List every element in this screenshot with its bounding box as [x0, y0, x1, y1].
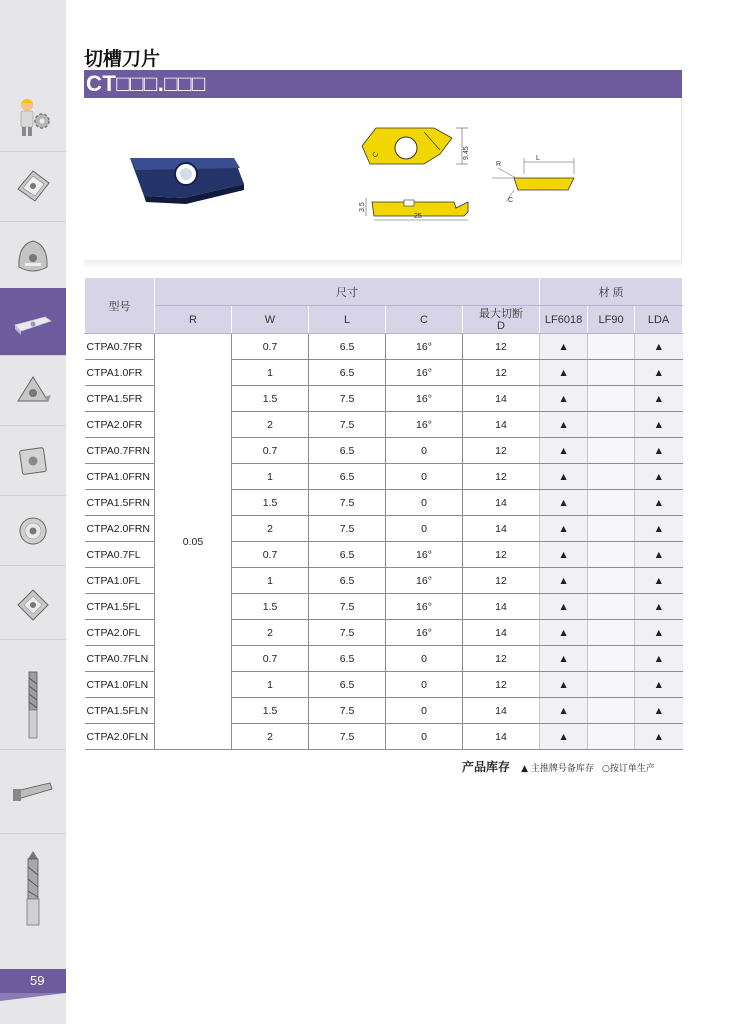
- cell-max-d: 12: [463, 646, 540, 672]
- model-code: CT□□□.□□□: [86, 71, 206, 96]
- cell-model: CTPA1.5FL: [85, 594, 155, 620]
- cell-lf90: [588, 334, 635, 360]
- cell-w: 1.5: [232, 490, 309, 516]
- cell-lf90: [588, 646, 635, 672]
- cell-l: 7.5: [309, 698, 386, 724]
- cell-lf90: [588, 672, 635, 698]
- sidebar-item-grooving[interactable]: [0, 288, 66, 356]
- cell-c: 16°: [386, 386, 463, 412]
- cell-lda: ▲: [635, 490, 683, 516]
- cell-lf90: [588, 542, 635, 568]
- cell-lda: ▲: [635, 412, 683, 438]
- cell-c: 0: [386, 724, 463, 750]
- cell-max-d: 12: [463, 334, 540, 360]
- cell-lda: ▲: [635, 542, 683, 568]
- cell-lf90: [588, 724, 635, 750]
- cell-c: 0: [386, 438, 463, 464]
- cell-lf6018: ▲: [540, 438, 588, 464]
- cell-w: 1.5: [232, 386, 309, 412]
- cell-max-d: 14: [463, 724, 540, 750]
- sidebar-item-trigon[interactable]: [0, 222, 66, 292]
- dim-c-detail: C: [508, 197, 514, 204]
- insert-top-view: [362, 128, 470, 164]
- cell-lf6018: ▲: [540, 568, 588, 594]
- cell-lf6018: ▲: [540, 672, 588, 698]
- cell-lda: ▲: [635, 724, 683, 750]
- cell-lf6018: ▲: [540, 334, 588, 360]
- cell-lda: ▲: [635, 386, 683, 412]
- sidebar-item-threading[interactable]: [0, 356, 66, 426]
- thread-insert-icon: [13, 371, 53, 411]
- cell-lf6018: ▲: [540, 490, 588, 516]
- cell-c: 0: [386, 490, 463, 516]
- page-title: 切槽刀片: [84, 48, 161, 70]
- cell-max-d: 12: [463, 672, 540, 698]
- table-body: [85, 334, 683, 750]
- cell-c: 16°: [386, 620, 463, 646]
- dim-25: 25: [414, 213, 422, 220]
- cell-c: 16°: [386, 360, 463, 386]
- cell-model: CTPA0.7FR: [85, 334, 155, 360]
- cell-c: 16°: [386, 594, 463, 620]
- cell-model: CTPA1.0FRN: [85, 464, 155, 490]
- sidebar-item-square-hole[interactable]: [0, 426, 66, 496]
- col-lda: LDA: [635, 306, 683, 334]
- cell-lda: ▲: [635, 568, 683, 594]
- cell-lf90: [588, 360, 635, 386]
- cell-max-d: 14: [463, 594, 540, 620]
- cell-model: CTPA1.5FRN: [85, 490, 155, 516]
- cell-c: 16°: [386, 568, 463, 594]
- cell-model: CTPA1.5FR: [85, 386, 155, 412]
- cell-lf90: [588, 386, 635, 412]
- cell-lf6018: ▲: [540, 464, 588, 490]
- cell-l: 7.5: [309, 386, 386, 412]
- cell-max-d: 12: [463, 568, 540, 594]
- cell-w: 0.7: [232, 646, 309, 672]
- dim-945: 9.45: [463, 146, 470, 160]
- col-r: R: [155, 306, 232, 334]
- cell-lf90: [588, 412, 635, 438]
- image-area-shadow: [84, 260, 682, 268]
- table-header-row: [85, 278, 683, 306]
- cell-lf90: [588, 594, 635, 620]
- cell-lf6018: ▲: [540, 646, 588, 672]
- sidebar-item-turning[interactable]: [0, 152, 66, 222]
- boring-bar-icon: [10, 779, 56, 805]
- col-lf6018: LF6018: [540, 306, 588, 334]
- cell-max-d: 14: [463, 490, 540, 516]
- cell-lf6018: ▲: [540, 698, 588, 724]
- sidebar-item-milling[interactable]: [0, 570, 66, 640]
- cell-model: CTPA2.0FR: [85, 412, 155, 438]
- cell-w: 1: [232, 672, 309, 698]
- cell-lf6018: ▲: [540, 594, 588, 620]
- cell-w: 2: [232, 724, 309, 750]
- cell-max-d: 14: [463, 412, 540, 438]
- cell-max-d: 12: [463, 438, 540, 464]
- cell-l: 7.5: [309, 620, 386, 646]
- col-l: L: [309, 306, 386, 334]
- cell-max-d: 14: [463, 516, 540, 542]
- cell-model: CTPA1.0FL: [85, 568, 155, 594]
- cell-l: 7.5: [309, 516, 386, 542]
- sidebar-item-round[interactable]: [0, 496, 66, 566]
- insert-side-view: [359, 198, 468, 220]
- cell-l: 6.5: [309, 360, 386, 386]
- cell-l: 7.5: [309, 724, 386, 750]
- cell-max-d: 12: [463, 464, 540, 490]
- cell-l: 6.5: [309, 646, 386, 672]
- cell-lda: ▲: [635, 464, 683, 490]
- cell-model: CTPA2.0FRN: [85, 516, 155, 542]
- table-row: [85, 334, 683, 360]
- cell-l: 6.5: [309, 672, 386, 698]
- cell-c: 0: [386, 464, 463, 490]
- cell-w: 0.7: [232, 334, 309, 360]
- cell-lf6018: ▲: [540, 412, 588, 438]
- cell-model: CTPA1.0FR: [85, 360, 155, 386]
- cell-max-d: 12: [463, 360, 540, 386]
- cell-lf90: [588, 516, 635, 542]
- square-insert-icon: [13, 167, 53, 207]
- cell-l: 6.5: [309, 334, 386, 360]
- cell-model: CTPA2.0FL: [85, 620, 155, 646]
- cell-c: 0: [386, 698, 463, 724]
- model-code-bar: [84, 70, 682, 98]
- dim-c-label: C: [371, 151, 381, 159]
- col-lf90: LF90: [588, 306, 635, 334]
- sidebar-item-boring[interactable]: [0, 750, 66, 834]
- cell-w: 2: [232, 516, 309, 542]
- cell-lf90: [588, 490, 635, 516]
- page-number: 59: [0, 969, 66, 993]
- cell-max-d: 14: [463, 620, 540, 646]
- sidebar-item-general[interactable]: [0, 82, 66, 152]
- col-size-group: 尺寸: [155, 278, 540, 306]
- worker-gear-icon: [13, 95, 53, 139]
- cell-lda: ▲: [635, 516, 683, 542]
- square-hole-insert-icon: [13, 441, 53, 481]
- col-model: 型号: [85, 278, 155, 334]
- cell-lda: ▲: [635, 620, 683, 646]
- trigon-insert-icon: [13, 237, 53, 277]
- cell-lf90: [588, 438, 635, 464]
- stock-legend: [462, 756, 658, 775]
- cell-max-d: 14: [463, 698, 540, 724]
- col-max-d: 最大切断D: [463, 306, 540, 334]
- cell-model: CTPA0.7FLN: [85, 646, 155, 672]
- col-w: W: [232, 306, 309, 334]
- cell-lda: ▲: [635, 672, 683, 698]
- insert-detail-view: [492, 155, 574, 204]
- cell-w: 2: [232, 620, 309, 646]
- cell-max-d: 12: [463, 542, 540, 568]
- cell-lf90: [588, 698, 635, 724]
- cell-l: 7.5: [309, 594, 386, 620]
- cell-l: 6.5: [309, 542, 386, 568]
- cell-lf90: [588, 568, 635, 594]
- cell-c: 16°: [386, 542, 463, 568]
- cell-lf90: [588, 464, 635, 490]
- cell-lf90: [588, 620, 635, 646]
- drill-icon: [22, 849, 44, 929]
- cell-w: 1: [232, 568, 309, 594]
- cell-c: 0: [386, 646, 463, 672]
- dim-r: R: [496, 161, 502, 168]
- cell-w: 0.7: [232, 438, 309, 464]
- insert-photo: [130, 158, 244, 204]
- cell-w: 1: [232, 360, 309, 386]
- cell-w: 2: [232, 412, 309, 438]
- cell-lf6018: ▲: [540, 724, 588, 750]
- cell-c: 0: [386, 516, 463, 542]
- col-material-group: 材 质: [540, 278, 683, 306]
- cell-w: 1.5: [232, 698, 309, 724]
- groove-insert-icon: [11, 307, 55, 337]
- cell-lda: ▲: [635, 360, 683, 386]
- cell-c: 16°: [386, 334, 463, 360]
- legend-order: ○按订单生产: [602, 764, 655, 774]
- cell-model: CTPA0.7FL: [85, 542, 155, 568]
- cell-lf6018: ▲: [540, 620, 588, 646]
- cell-l: 6.5: [309, 568, 386, 594]
- cell-c: 0: [386, 672, 463, 698]
- table-subheader-row: [85, 306, 683, 334]
- cell-w: 0.7: [232, 542, 309, 568]
- cell-lda: ▲: [635, 594, 683, 620]
- milling-insert-icon: [13, 585, 53, 625]
- legend-label: 产品库存: [462, 760, 511, 774]
- sidebar-item-drilling[interactable]: [0, 834, 66, 944]
- dim-l: L: [536, 155, 540, 162]
- cell-l: 6.5: [309, 438, 386, 464]
- legend-stock: ▲ 主推牌号备库存: [521, 764, 594, 774]
- cell-lda: ▲: [635, 334, 683, 360]
- cell-w: 1.5: [232, 594, 309, 620]
- cell-l: 6.5: [309, 464, 386, 490]
- cell-model: CTPA2.0FLN: [85, 724, 155, 750]
- cell-model: CTPA0.7FRN: [85, 438, 155, 464]
- cell-lf6018: ▲: [540, 516, 588, 542]
- end-mill-icon: [23, 670, 43, 740]
- spec-table: [84, 277, 683, 750]
- round-insert-icon: [13, 511, 53, 551]
- cell-lda: ▲: [635, 438, 683, 464]
- sidebar-item-end-mill[interactable]: [0, 660, 66, 750]
- cell-max-d: 14: [463, 386, 540, 412]
- page-number-tip: [0, 993, 66, 1001]
- product-illustrations: [84, 98, 682, 260]
- cell-model: CTPA1.0FLN: [85, 672, 155, 698]
- sidebar: [0, 0, 66, 1024]
- cell-lf6018: ▲: [540, 542, 588, 568]
- cell-lda: ▲: [635, 646, 683, 672]
- cell-lf6018: ▲: [540, 386, 588, 412]
- cell-w: 1: [232, 464, 309, 490]
- cell-c: 16°: [386, 412, 463, 438]
- cell-l: 7.5: [309, 412, 386, 438]
- product-image-area: [84, 98, 682, 260]
- cell-lf6018: ▲: [540, 360, 588, 386]
- cell-model: CTPA1.5FLN: [85, 698, 155, 724]
- dim-35: 3.5: [359, 202, 366, 212]
- cell-lda: ▲: [635, 698, 683, 724]
- col-c: C: [386, 306, 463, 334]
- cell-l: 7.5: [309, 490, 386, 516]
- cell-r: 0.05: [155, 334, 232, 750]
